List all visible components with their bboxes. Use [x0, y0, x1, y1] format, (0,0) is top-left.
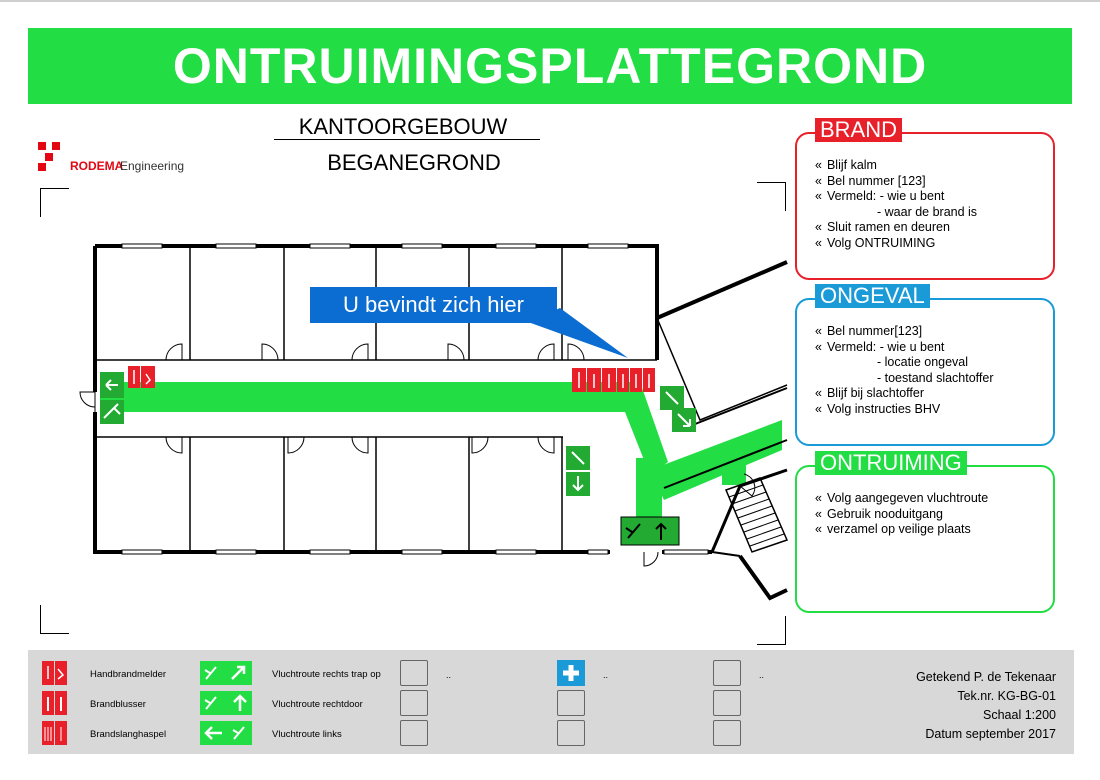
list-item: « Vermeld: - wie u bent	[815, 189, 945, 203]
legend	[28, 650, 1074, 754]
list-item: « Volg instructies BHV	[815, 401, 941, 416]
fire-equipment-left	[128, 366, 155, 388]
drawn-by: Getekend P. de Tekenaar	[916, 670, 1056, 684]
exit-right-stairs-up-icon	[200, 661, 252, 685]
list-item: « Volg aangegeven vluchtroute	[815, 491, 989, 505]
ongeval-panel	[795, 283, 1055, 446]
ontruiming-panel	[795, 450, 1055, 613]
list-item: « Gebruik nooduitgang	[815, 506, 944, 521]
list-item: « Vermeld: - wie u bent	[815, 339, 945, 354]
fire-extinguisher-icon	[42, 691, 68, 715]
list-item: « Sluit ramen en deuren	[815, 220, 950, 234]
logo-suffix: Engineering	[120, 159, 185, 173]
list-item: « Volg ONTRUIMING	[815, 235, 936, 250]
exit-left-icon	[200, 721, 252, 745]
building-name: KANTOORGEBOUW	[298, 114, 508, 139]
list-item: « Blijf bij slachtoffer	[815, 386, 924, 400]
list-item: « Bel nummer [123]	[815, 173, 926, 188]
legend-slot-empty	[557, 720, 585, 746]
ontruiming-header: ONTRUIMING	[815, 451, 967, 475]
fire-alarm-icon	[42, 661, 68, 685]
legend-slot-empty	[400, 690, 428, 716]
list-item: - waar de brand is	[877, 204, 978, 219]
legend-slot-empty	[400, 660, 428, 686]
list-item: « Blijf kalm	[815, 158, 877, 172]
page-title: ONTRUIMINGSPLATTEGROND	[172, 38, 928, 94]
legend-label: Vluchtroute rechts trap op	[272, 669, 381, 680]
fire-hose-reel-icon	[42, 721, 68, 745]
legend-label: Vluchtroute rechtdoor	[272, 699, 363, 710]
legend-slot-empty	[400, 720, 428, 746]
brand-list	[815, 158, 977, 251]
legend-label: Vluchtroute links	[272, 729, 342, 740]
exit-sign-wing	[660, 386, 696, 432]
staircase	[726, 478, 787, 552]
drawing-scale: Schaal 1:200	[983, 708, 1056, 722]
legend-label: Brandslanghaspel	[90, 729, 167, 740]
legend-placeholder: ..	[446, 670, 452, 680]
fire-equipment-right	[572, 368, 655, 392]
legend-slot-empty	[713, 720, 741, 746]
logo-brand: RODEMA	[70, 159, 124, 173]
legend-label: Brandblusser	[90, 699, 146, 710]
exit-sign-main	[621, 517, 679, 545]
legend-slot-empty	[713, 690, 741, 716]
drawing-date: Datum september 2017	[925, 727, 1056, 741]
legend-placeholder: ..	[603, 670, 609, 680]
exit-sign-down	[566, 446, 590, 496]
brand-panel	[795, 117, 1055, 280]
exit-straight-icon	[200, 691, 252, 715]
drawing-number: Tek.nr. KG-BG-01	[957, 689, 1056, 703]
ontruiming-list	[815, 491, 988, 538]
exit-sign-left	[100, 372, 124, 424]
first-aid-icon	[557, 660, 585, 686]
ongeval-header: ONGEVAL	[815, 284, 930, 308]
list-item: « verzamel op veilige plaats	[815, 522, 971, 536]
legend-label: Handbrandmelder	[90, 669, 167, 680]
ongeval-list	[815, 324, 994, 417]
legend-slot-empty	[557, 690, 585, 716]
list-item: - toestand slachtoffer	[877, 370, 994, 385]
list-item: - locatie ongeval	[877, 355, 969, 369]
drawing-info	[916, 668, 1056, 744]
list-item: « Bel nummer[123]	[815, 324, 923, 338]
floor-name: BEGANEGROND	[327, 150, 501, 175]
legend-placeholder: ..	[759, 670, 765, 680]
you-are-here-marker: U bevindt zich hier	[310, 287, 557, 323]
legend-slot-empty	[713, 660, 741, 686]
brand-header: BRAND	[815, 118, 902, 142]
